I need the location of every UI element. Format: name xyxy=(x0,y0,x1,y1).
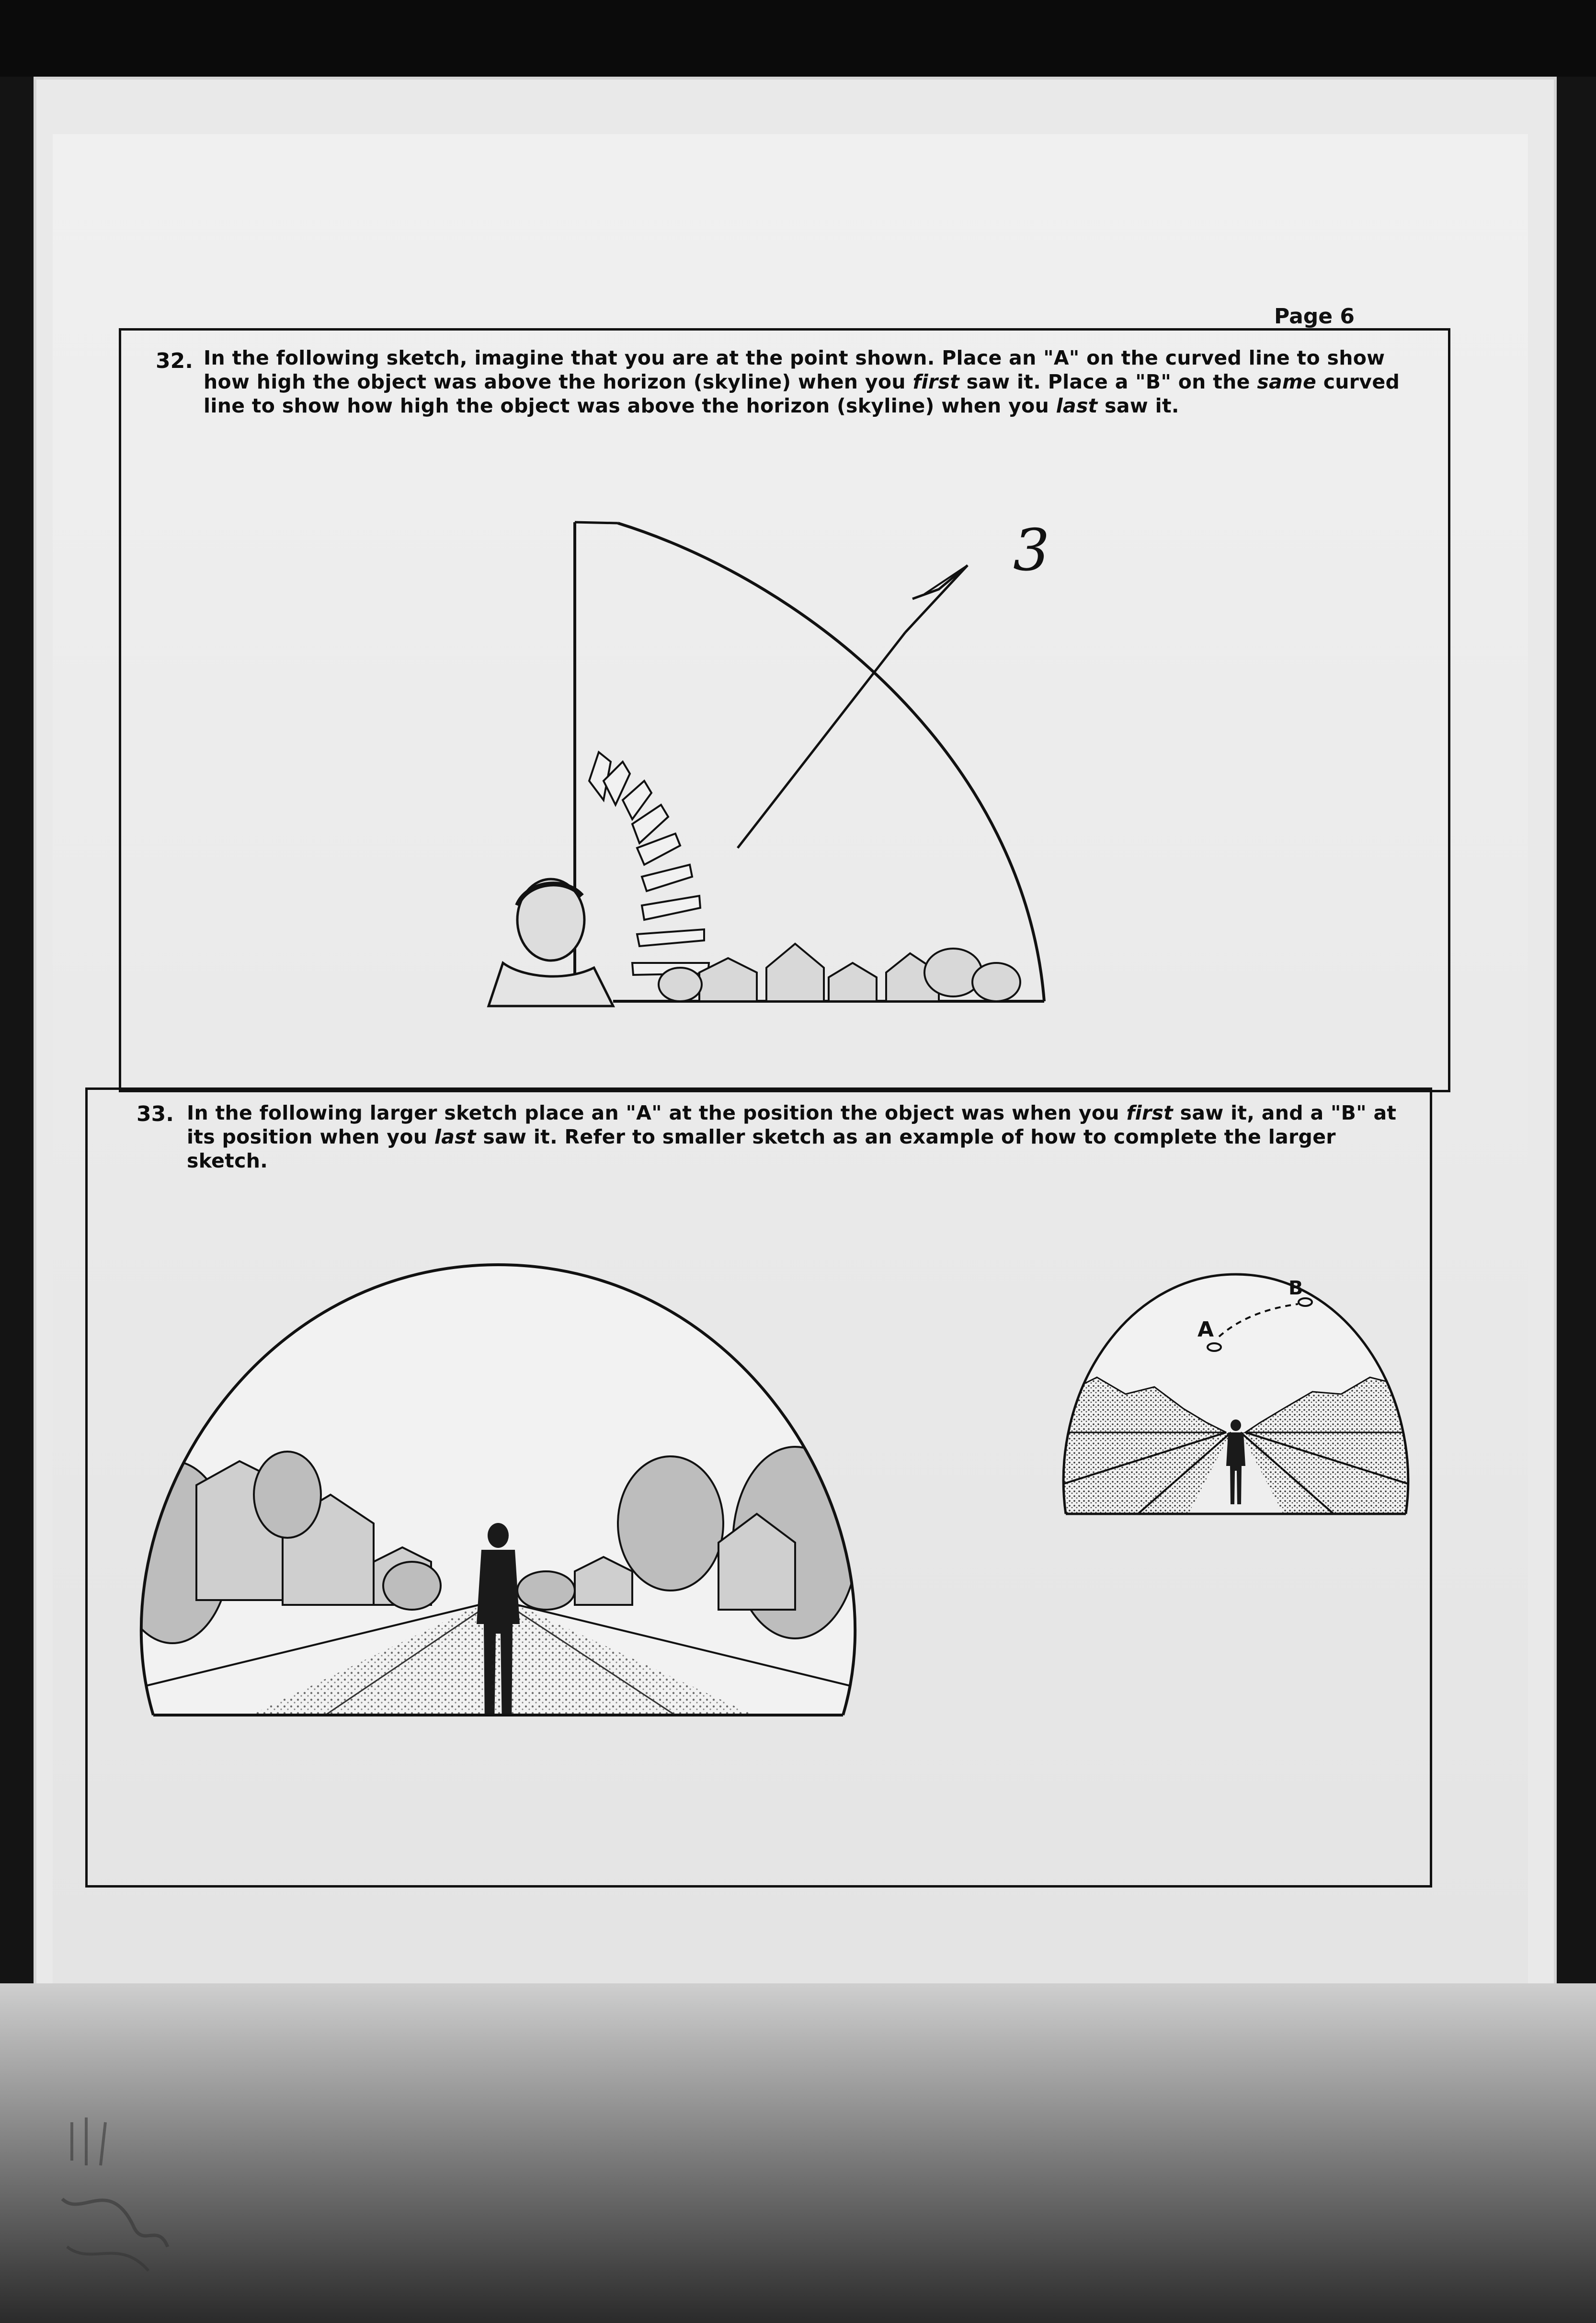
question-33-number: 33. xyxy=(137,1102,174,1126)
question-32-text: In the following sketch, imagine that you are at the point shown. Place an "A" on the curved line to show how high the object was above the horizon (skyline) when you first saw it. Place a "B" on the same curved line to show how high the object was above the horizon (skyline) when you last saw it. xyxy=(204,346,1400,417)
handwritten-arrow-line xyxy=(738,632,905,848)
question-32-number: 32. xyxy=(156,349,193,373)
example-label-a: A xyxy=(1197,1317,1214,1342)
question-33-text: In the following larger sketch place an "A" at the position the object was when you first saw it, and a "B" at its position when you last saw it. Refer to smaller sketch as an example of how to complete the larger sketch. xyxy=(187,1101,1397,1172)
observer-figure xyxy=(489,879,613,1006)
film-border-bottom xyxy=(0,1983,1596,2323)
page-number: Page 6 xyxy=(1274,304,1355,329)
pointing-hands xyxy=(589,752,709,975)
example-marker-a xyxy=(1208,1343,1221,1351)
example-marker-b xyxy=(1299,1298,1312,1306)
example-label-b: B xyxy=(1288,1277,1303,1299)
handwritten-mark: 3 xyxy=(1013,517,1050,584)
large-street-sketch xyxy=(115,1255,881,1782)
example-sketch xyxy=(1044,1265,1427,1533)
elevation-arc xyxy=(618,523,1044,1001)
skyline-houses xyxy=(659,944,1020,1001)
film-edge-scrawl xyxy=(53,2103,177,2285)
film-border-top xyxy=(0,0,1596,77)
elevation-arc-sketch xyxy=(479,513,1073,1035)
